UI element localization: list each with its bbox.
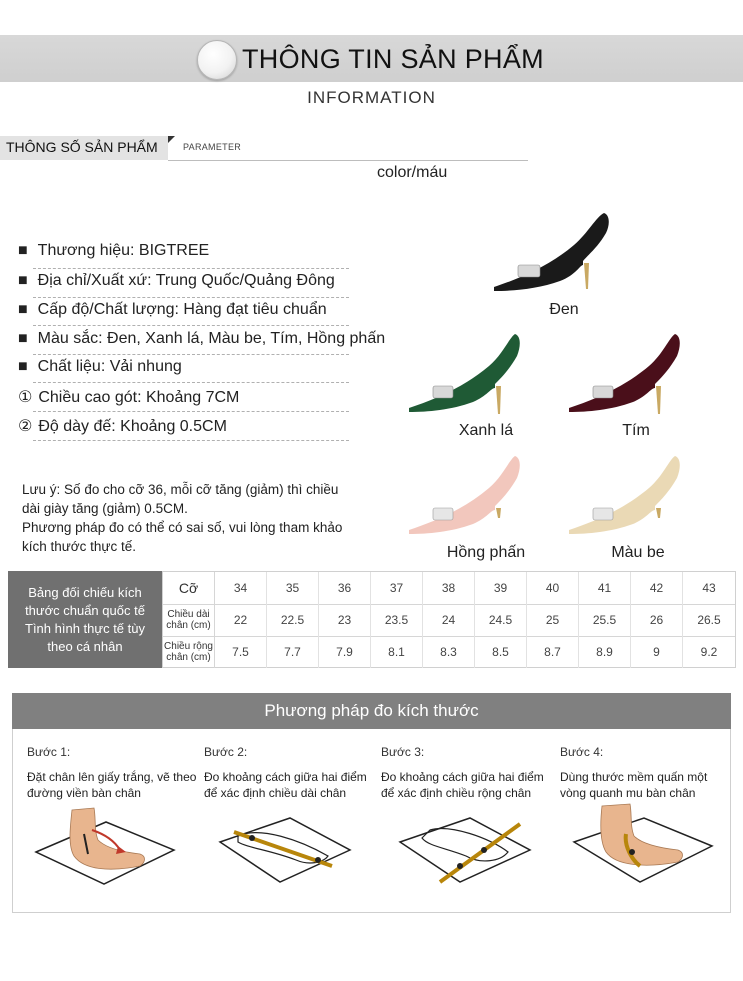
width-cell: 8.3 xyxy=(423,636,475,668)
row-header-width: Chiều rộng chân (cm) xyxy=(163,636,215,668)
method-title: Phương pháp đo kích thước xyxy=(12,693,731,729)
length-cell: 24.5 xyxy=(475,604,527,636)
divider xyxy=(33,382,349,383)
size-grid xyxy=(162,571,736,668)
color-title: color/máu xyxy=(377,164,448,181)
row-header-size: Cỡ xyxy=(163,572,215,604)
size-table xyxy=(8,571,736,668)
spec-text: Cấp độ/Chất lượng: Hàng đạt tiêu chuẩn xyxy=(37,301,327,318)
step-3-width-ruler-image xyxy=(380,790,540,890)
spec-text: Thương hiệu: BIGTREE xyxy=(37,242,210,259)
color-label-green: Xanh lá xyxy=(458,422,514,439)
size-cell: 39 xyxy=(475,572,527,604)
spec-text: Màu sắc: Đen, Xanh lá, Màu be, Tím, Hồng phấn xyxy=(37,330,386,347)
header-circle-icon xyxy=(197,40,237,80)
width-cell: 7.9 xyxy=(319,636,371,668)
step-2-length-ruler-image xyxy=(200,790,360,890)
size-row xyxy=(163,572,735,605)
width-cell: 8.5 xyxy=(475,636,527,668)
size-cell: 37 xyxy=(371,572,423,604)
color-label-black: Đen xyxy=(549,301,579,318)
divider xyxy=(33,440,349,441)
spec-item xyxy=(18,272,335,290)
color-label-purple: Tím xyxy=(622,422,650,439)
step-description: Đặt chân lên giấy trắng, vẽ theo đường viền bàn chân xyxy=(27,770,197,800)
size-cell: 38 xyxy=(423,572,475,604)
width-cell: 9.2 xyxy=(700,645,718,659)
spec-item xyxy=(18,330,385,348)
page-title: THÔNG TIN SẢN PHẨM xyxy=(242,44,544,74)
length-cell: 26 xyxy=(631,604,683,636)
length-cell: 23 xyxy=(319,604,371,636)
size-cell: 40 xyxy=(527,572,579,604)
step-number: Bước 3: xyxy=(381,745,425,759)
divider xyxy=(33,325,349,326)
spec-number: ② xyxy=(18,418,33,435)
step-4-tape-around-foot-image xyxy=(560,790,720,890)
length-cell: 25.5 xyxy=(579,604,631,636)
size-cell: 36 xyxy=(319,572,371,604)
step-description: Dùng thước mềm quấn một vòng quanh mu bàn chân xyxy=(560,770,708,800)
spec-item xyxy=(18,242,209,260)
width-cell: 7.5 xyxy=(215,636,267,668)
spec-text: Chiều cao gót: Khoảng 7CM xyxy=(38,389,240,406)
step-number: Bước 2: xyxy=(204,745,248,759)
step-1-foot-tracing-image xyxy=(22,790,182,890)
length-cell: 26.5 xyxy=(697,613,721,627)
length-cell: 22.5 xyxy=(267,604,319,636)
spec-bullet: ■ xyxy=(18,358,28,375)
step-description: Đo khoảng cách giữa hai điểm để xác định chiều dài chân xyxy=(204,770,367,800)
spec-bullet: ■ xyxy=(18,272,28,289)
spec-number: ① xyxy=(18,389,33,406)
size-cell: 41 xyxy=(579,572,631,604)
row-header-length: Chiều dài chân (cm) xyxy=(163,604,215,636)
shoe-beige-image xyxy=(563,452,688,542)
width-cell: 7.7 xyxy=(267,636,319,668)
spec-text: Chất liệu: Vải nhung xyxy=(37,358,182,375)
spec-text: Địa chỉ/Xuất xứ: Trung Quốc/Quảng Đông xyxy=(37,272,335,289)
page-subtitle: INFORMATION xyxy=(307,88,436,107)
width-cell: 8.7 xyxy=(527,636,579,668)
size-table-label: Bảng đối chiếu kích thước chuẩn quốc tế Tình hình thực tế tùy theo cá nhân xyxy=(8,571,162,668)
shoe-black-image xyxy=(488,205,613,295)
section-corner-icon xyxy=(168,136,175,143)
shoe-green-image xyxy=(403,330,528,420)
spec-bullet: ■ xyxy=(18,242,28,259)
spec-text: Độ dày đế: Khoảng 0.5CM xyxy=(38,418,227,435)
shoe-pink-image xyxy=(403,452,528,542)
length-cell: 25 xyxy=(527,604,579,636)
note-text: Lưu ý: Số đo cho cỡ 36, mỗi cỡ tăng (giảm) thì chiều dài giày tăng (giảm) 0.5CM. Phương pháp đo có thể có sai số, vui lòng tham khảo kích thước thực tế. xyxy=(22,482,343,554)
divider xyxy=(33,268,349,269)
section-label: THÔNG SỐ SẢN PHẨM xyxy=(6,139,158,155)
width-cell: 8.1 xyxy=(371,636,423,668)
color-label-pink: Hồng phấn xyxy=(446,544,526,561)
length-cell: 24 xyxy=(423,604,475,636)
spec-bullet: ■ xyxy=(18,301,28,318)
divider xyxy=(33,354,349,355)
size-cell: 42 xyxy=(631,572,683,604)
spec-item xyxy=(18,358,182,376)
step-number: Bước 4: xyxy=(560,745,604,759)
width-cell: 8.9 xyxy=(579,636,631,668)
section-small-label: PARAMETER xyxy=(183,142,242,152)
length-cell: 23.5 xyxy=(371,604,423,636)
spec-item xyxy=(18,387,239,407)
length-cell: 22 xyxy=(215,604,267,636)
section-divider xyxy=(168,160,528,161)
size-cell: 35 xyxy=(267,572,319,604)
size-cell: 34 xyxy=(215,572,267,604)
step-number: Bước 1: xyxy=(27,745,71,759)
divider xyxy=(33,297,349,298)
length-row xyxy=(163,604,735,637)
size-cell: 43 xyxy=(702,581,716,595)
color-label-beige: Màu be xyxy=(611,544,665,561)
spec-item xyxy=(18,416,227,436)
divider xyxy=(33,411,349,412)
step-description: Đo khoảng cách giữa hai điểm để xác định chiều rộng chân xyxy=(381,770,544,800)
width-row xyxy=(163,636,735,668)
spec-bullet: ■ xyxy=(18,330,28,347)
shoe-purple-image xyxy=(563,330,688,420)
width-cell: 9 xyxy=(631,636,683,668)
spec-item xyxy=(18,301,327,319)
